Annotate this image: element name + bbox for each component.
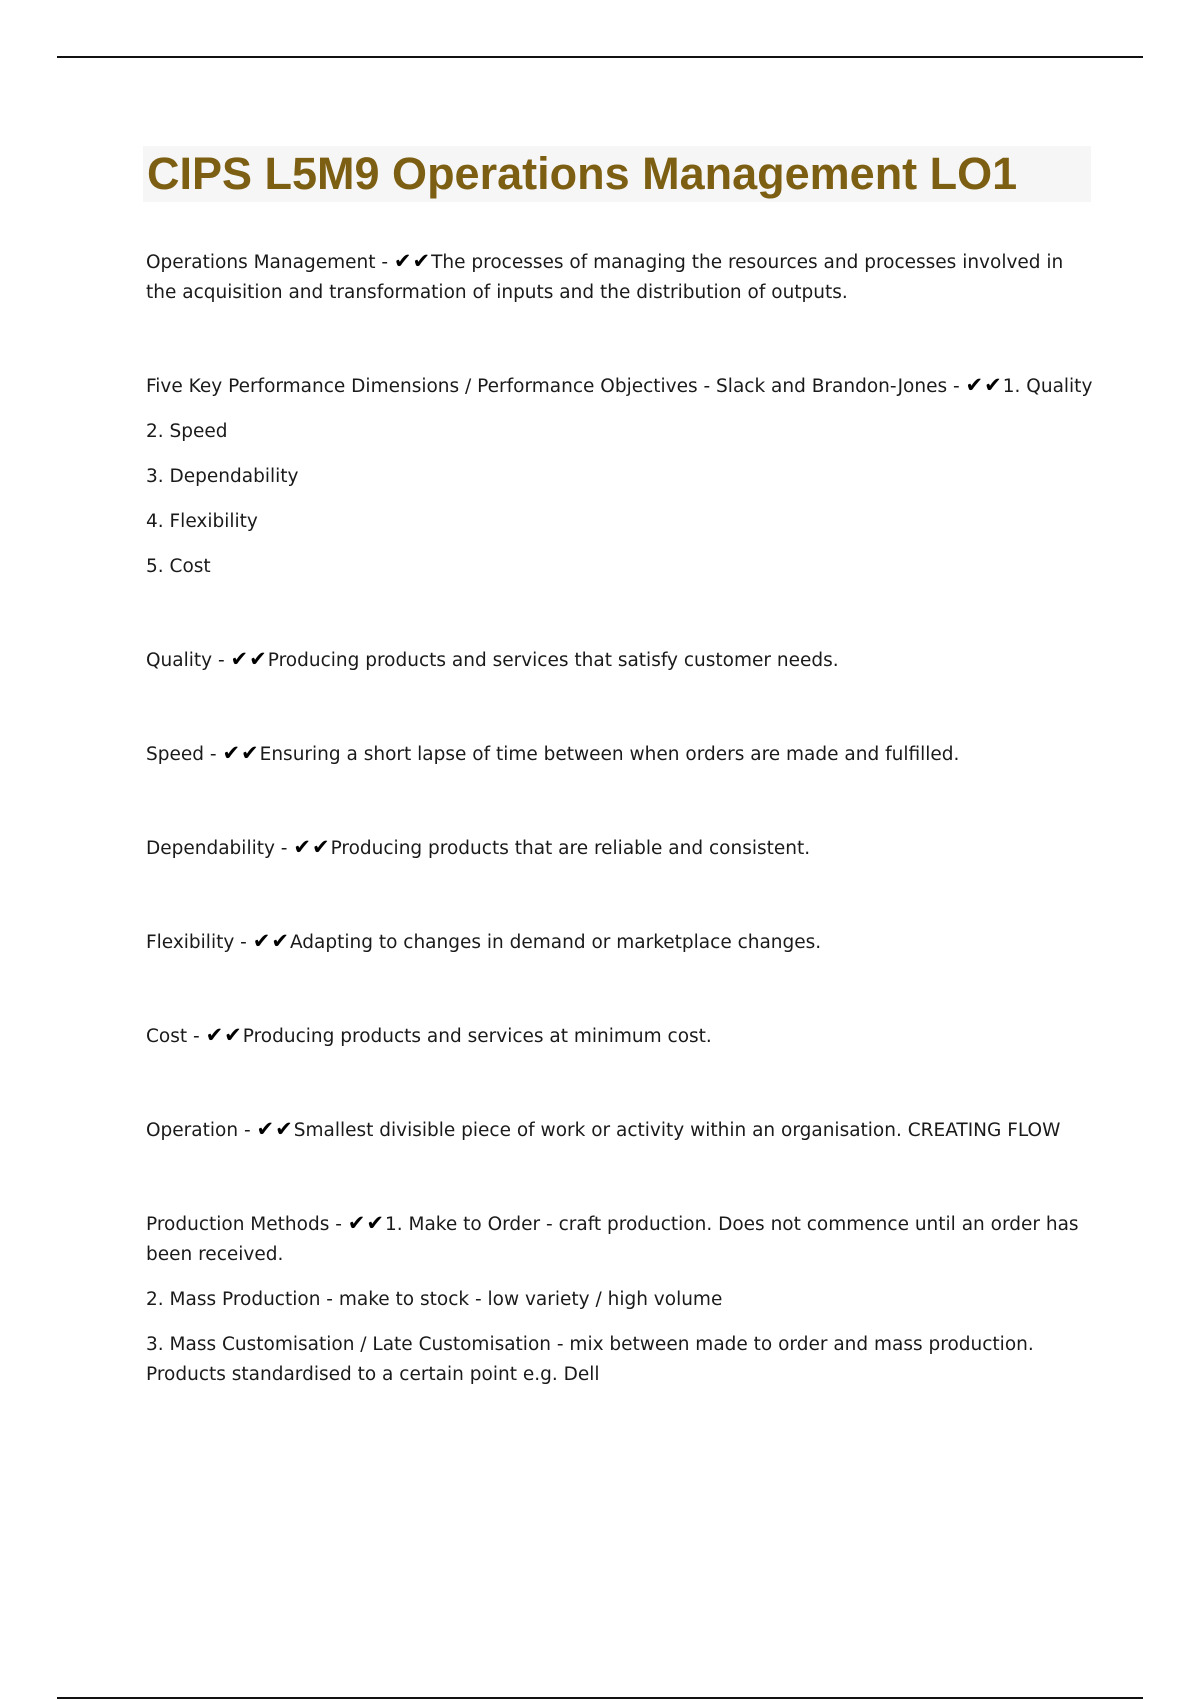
entry-dependability (146, 832, 1096, 864)
entry-line (146, 246, 1096, 308)
entry-definition: 1. Make to Order - craft production. Does not commence until an order has been received. (146, 1214, 1079, 1265)
entry-term: Dependability - (146, 838, 294, 859)
entry-term: Flexibility - (146, 932, 253, 953)
entry-definition: Adapting to changes in demand or marketplace changes. (289, 932, 822, 953)
entry-term: Operation - (146, 1120, 257, 1141)
check-marks-icon: ✔✔ (393, 249, 432, 273)
list-item: 4. Flexibility (146, 511, 258, 532)
entry-definition: Producing products that are reliable and consistent. (330, 838, 811, 859)
entry-definition: Ensuring a short lapse of time between when orders are made and fulfilled. (259, 744, 960, 765)
top-rule (57, 56, 1143, 58)
list-item: 2. Speed (146, 421, 228, 442)
entry-line (146, 832, 1096, 864)
bottom-rule (57, 1697, 1143, 1699)
list-item: 2. Mass Production - make to stock - low variety / high volume (146, 1289, 723, 1310)
entry-line (146, 1208, 1096, 1270)
entry-line (146, 1114, 1096, 1146)
entry-line (146, 926, 1096, 958)
entry-line (146, 1020, 1096, 1052)
entry-operations-management (146, 246, 1096, 308)
entry-term: Cost - (146, 1026, 206, 1047)
entry-operation (146, 1114, 1096, 1146)
entry-line (146, 370, 1096, 402)
list-item: 5. Cost (146, 556, 211, 577)
check-marks-icon: ✔✔ (230, 647, 268, 671)
entry-flexibility (146, 926, 1096, 958)
check-marks-icon: ✔✔ (205, 1023, 243, 1047)
entry-definition: Smallest divisible piece of work or activity within an organisation. CREATING FLOW (293, 1120, 1061, 1141)
entry-definition: Producing products and services at minimum cost. (242, 1026, 712, 1047)
entry-term: Speed - (146, 744, 223, 765)
check-marks-icon: ✔✔ (965, 373, 1003, 397)
check-marks-icon: ✔✔ (252, 929, 290, 953)
entry-term: Five Key Performance Dimensions / Performance Objectives - Slack and Brandon-Jones - (146, 376, 966, 397)
entry-cost (146, 1020, 1096, 1052)
document-body (146, 246, 1096, 1452)
list-item: 3. Dependability (146, 466, 299, 487)
entry-quality (146, 644, 1096, 676)
entry-line (146, 644, 1096, 676)
list-item: 3. Mass Customisation / Late Customisation - mix between made to order and mass production. Products standardised to a certain point e.g. Dell (146, 1334, 1034, 1385)
entry-line (146, 738, 1096, 770)
check-marks-icon: ✔✔ (222, 741, 260, 765)
entry-term: Quality - (146, 650, 231, 671)
document-title: CIPS L5M9 Operations Management LO1 (147, 148, 1018, 199)
entry-performance-dimensions (146, 370, 1096, 582)
entry-definition: The processes of managing the resources and processes involved in the acquisition and transformation of inputs and the distribution of outputs. (146, 252, 1064, 303)
entry-term: Production Methods - (146, 1214, 348, 1235)
check-marks-icon: ✔✔ (256, 1117, 294, 1141)
entry-speed (146, 738, 1096, 770)
check-marks-icon: ✔✔ (293, 835, 331, 859)
check-marks-icon: ✔✔ (347, 1211, 385, 1235)
entry-term: Operations Management - (146, 252, 394, 273)
entry-definition: Producing products and services that satisfy customer needs. (267, 650, 839, 671)
entry-definition: 1. Quality (1002, 376, 1093, 397)
entry-production-methods (146, 1208, 1096, 1390)
